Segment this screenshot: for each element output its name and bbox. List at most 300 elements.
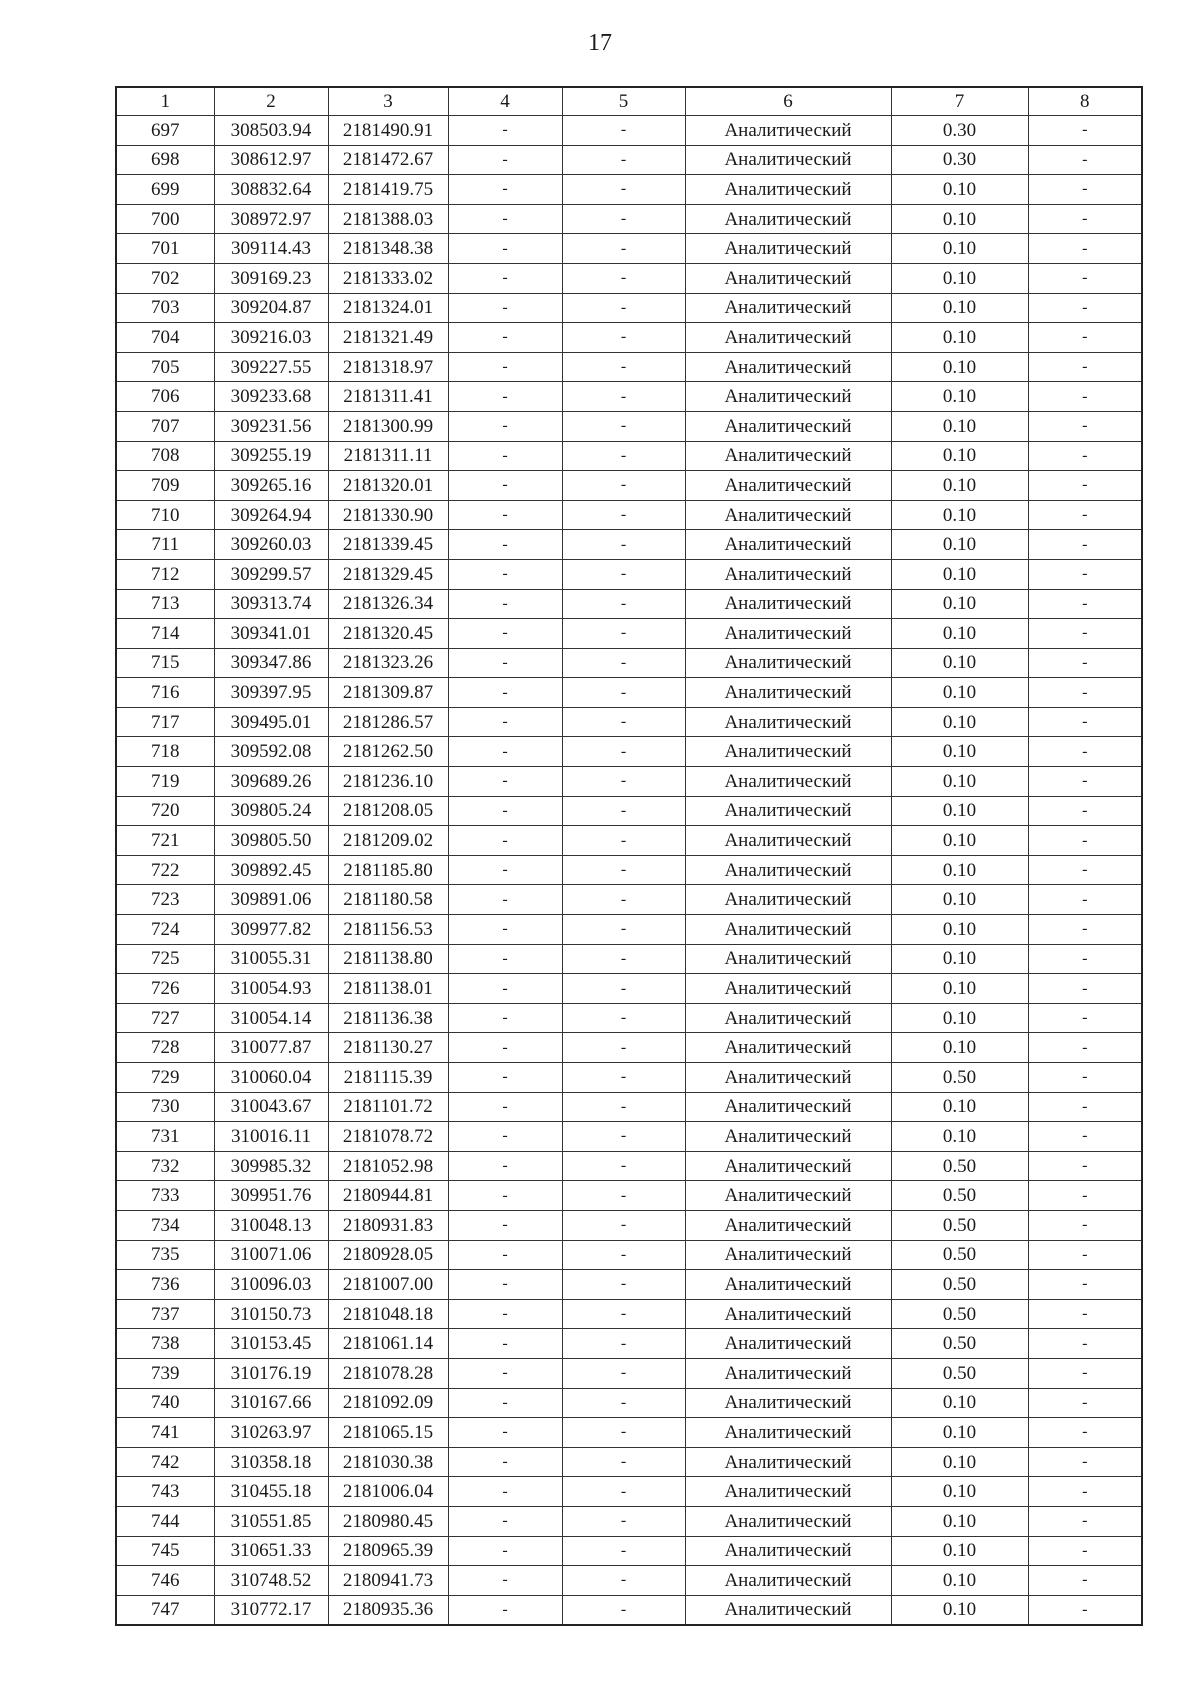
x-coordinate-cell: 308832.64 <box>214 175 328 205</box>
point-number-cell: 738 <box>116 1329 214 1359</box>
method-cell: Аналитический <box>685 915 891 945</box>
method-cell: Аналитический <box>685 530 891 560</box>
point-number-cell: 722 <box>116 855 214 885</box>
column-4-cell: - <box>448 352 562 382</box>
column-8-cell: - <box>1028 204 1142 234</box>
point-number-cell: 703 <box>116 293 214 323</box>
table-row <box>116 175 1142 205</box>
column-8-cell: - <box>1028 1181 1142 1211</box>
y-coordinate-cell: 2181101.72 <box>328 1092 448 1122</box>
x-coordinate-cell: 309299.57 <box>214 559 328 589</box>
method-cell: Аналитический <box>685 826 891 856</box>
accuracy-cell: 0.10 <box>891 1447 1028 1477</box>
table-row <box>116 234 1142 264</box>
point-number-cell: 724 <box>116 915 214 945</box>
accuracy-cell: 0.10 <box>891 175 1028 205</box>
y-coordinate-cell: 2181329.45 <box>328 559 448 589</box>
column-4-cell: - <box>448 1151 562 1181</box>
table-row <box>116 1033 1142 1063</box>
x-coordinate-cell: 309114.43 <box>214 234 328 264</box>
method-cell: Аналитический <box>685 263 891 293</box>
point-number-cell: 744 <box>116 1506 214 1536</box>
column-4-cell: - <box>448 944 562 974</box>
column-8-cell: - <box>1028 293 1142 323</box>
accuracy-cell: 0.10 <box>891 1566 1028 1596</box>
column-5-cell: - <box>562 1240 685 1270</box>
x-coordinate-cell: 309227.55 <box>214 352 328 382</box>
accuracy-cell: 0.10 <box>891 826 1028 856</box>
accuracy-cell: 0.50 <box>891 1358 1028 1388</box>
x-coordinate-cell: 310060.04 <box>214 1063 328 1093</box>
method-cell: Аналитический <box>685 619 891 649</box>
y-coordinate-cell: 2180980.45 <box>328 1506 448 1536</box>
column-header-6: 6 <box>685 87 891 116</box>
method-cell: Аналитический <box>685 1358 891 1388</box>
accuracy-cell: 0.10 <box>891 382 1028 412</box>
method-cell: Аналитический <box>685 1122 891 1152</box>
y-coordinate-cell: 2181092.09 <box>328 1388 448 1418</box>
column-5-cell: - <box>562 145 685 175</box>
accuracy-cell: 0.30 <box>891 145 1028 175</box>
x-coordinate-cell: 309592.08 <box>214 737 328 767</box>
y-coordinate-cell: 2181262.50 <box>328 737 448 767</box>
x-coordinate-cell: 309264.94 <box>214 500 328 530</box>
column-5-cell: - <box>562 116 685 146</box>
y-coordinate-cell: 2181339.45 <box>328 530 448 560</box>
x-coordinate-cell: 308612.97 <box>214 145 328 175</box>
column-8-cell: - <box>1028 589 1142 619</box>
accuracy-cell: 0.10 <box>891 441 1028 471</box>
column-8-cell: - <box>1028 1092 1142 1122</box>
table-row <box>116 1210 1142 1240</box>
column-header-2: 2 <box>214 87 328 116</box>
y-coordinate-cell: 2181318.97 <box>328 352 448 382</box>
table-row <box>116 737 1142 767</box>
table-row <box>116 1418 1142 1448</box>
column-4-cell: - <box>448 589 562 619</box>
accuracy-cell: 0.10 <box>891 411 1028 441</box>
table-row <box>116 145 1142 175</box>
y-coordinate-cell: 2181388.03 <box>328 204 448 234</box>
accuracy-cell: 0.10 <box>891 767 1028 797</box>
y-coordinate-cell: 2181236.10 <box>328 767 448 797</box>
column-4-cell: - <box>448 855 562 885</box>
table-row <box>116 1388 1142 1418</box>
method-cell: Аналитический <box>685 1566 891 1596</box>
method-cell: Аналитический <box>685 1063 891 1093</box>
point-number-cell: 734 <box>116 1210 214 1240</box>
accuracy-cell: 0.30 <box>891 116 1028 146</box>
y-coordinate-cell: 2181130.27 <box>328 1033 448 1063</box>
column-8-cell: - <box>1028 1240 1142 1270</box>
point-number-cell: 706 <box>116 382 214 412</box>
table-row <box>116 559 1142 589</box>
point-number-cell: 737 <box>116 1299 214 1329</box>
point-number-cell: 740 <box>116 1388 214 1418</box>
point-number-cell: 710 <box>116 500 214 530</box>
x-coordinate-cell: 310748.52 <box>214 1566 328 1596</box>
table-row <box>116 885 1142 915</box>
column-header-3: 3 <box>328 87 448 116</box>
x-coordinate-cell: 310263.97 <box>214 1418 328 1448</box>
method-cell: Аналитический <box>685 885 891 915</box>
point-number-cell: 700 <box>116 204 214 234</box>
point-number-cell: 739 <box>116 1358 214 1388</box>
table-row <box>116 352 1142 382</box>
column-8-cell: - <box>1028 1358 1142 1388</box>
table-row <box>116 382 1142 412</box>
accuracy-cell: 0.10 <box>891 1477 1028 1507</box>
x-coordinate-cell: 310071.06 <box>214 1240 328 1270</box>
y-coordinate-cell: 2180944.81 <box>328 1181 448 1211</box>
point-number-cell: 709 <box>116 471 214 501</box>
y-coordinate-cell: 2181078.72 <box>328 1122 448 1152</box>
column-8-cell: - <box>1028 678 1142 708</box>
accuracy-cell: 0.50 <box>891 1210 1028 1240</box>
accuracy-cell: 0.10 <box>891 974 1028 1004</box>
y-coordinate-cell: 2181185.80 <box>328 855 448 885</box>
column-4-cell: - <box>448 1388 562 1418</box>
point-number-cell: 701 <box>116 234 214 264</box>
accuracy-cell: 0.10 <box>891 1388 1028 1418</box>
column-5-cell: - <box>562 1092 685 1122</box>
method-cell: Аналитический <box>685 293 891 323</box>
column-5-cell: - <box>562 1270 685 1300</box>
column-4-cell: - <box>448 707 562 737</box>
column-5-cell: - <box>562 1063 685 1093</box>
accuracy-cell: 0.50 <box>891 1063 1028 1093</box>
column-8-cell: - <box>1028 411 1142 441</box>
x-coordinate-cell: 308972.97 <box>214 204 328 234</box>
table-row <box>116 323 1142 353</box>
column-8-cell: - <box>1028 1566 1142 1596</box>
point-number-cell: 741 <box>116 1418 214 1448</box>
accuracy-cell: 0.10 <box>891 678 1028 708</box>
column-5-cell: - <box>562 1447 685 1477</box>
column-5-cell: - <box>562 974 685 1004</box>
accuracy-cell: 0.50 <box>891 1181 1028 1211</box>
x-coordinate-cell: 309231.56 <box>214 411 328 441</box>
x-coordinate-cell: 309891.06 <box>214 885 328 915</box>
accuracy-cell: 0.10 <box>891 648 1028 678</box>
y-coordinate-cell: 2181138.80 <box>328 944 448 974</box>
table-row <box>116 619 1142 649</box>
table-row <box>116 1447 1142 1477</box>
accuracy-cell: 0.50 <box>891 1151 1028 1181</box>
column-5-cell: - <box>562 441 685 471</box>
accuracy-cell: 0.10 <box>891 1536 1028 1566</box>
method-cell: Аналитический <box>685 323 891 353</box>
accuracy-cell: 0.10 <box>891 915 1028 945</box>
y-coordinate-cell: 2181311.11 <box>328 441 448 471</box>
accuracy-cell: 0.10 <box>891 1033 1028 1063</box>
point-number-cell: 711 <box>116 530 214 560</box>
method-cell: Аналитический <box>685 1506 891 1536</box>
x-coordinate-cell: 310048.13 <box>214 1210 328 1240</box>
method-cell: Аналитический <box>685 589 891 619</box>
column-4-cell: - <box>448 1240 562 1270</box>
table-row <box>116 441 1142 471</box>
table-row <box>116 1240 1142 1270</box>
column-4-cell: - <box>448 1033 562 1063</box>
table-row <box>116 1536 1142 1566</box>
column-4-cell: - <box>448 1270 562 1300</box>
method-cell: Аналитический <box>685 1299 891 1329</box>
method-cell: Аналитический <box>685 471 891 501</box>
column-8-cell: - <box>1028 1447 1142 1477</box>
x-coordinate-cell: 310176.19 <box>214 1358 328 1388</box>
x-coordinate-cell: 309892.45 <box>214 855 328 885</box>
column-4-cell: - <box>448 767 562 797</box>
point-number-cell: 718 <box>116 737 214 767</box>
x-coordinate-cell: 309169.23 <box>214 263 328 293</box>
accuracy-cell: 0.10 <box>891 559 1028 589</box>
accuracy-cell: 0.10 <box>891 204 1028 234</box>
x-coordinate-cell: 309265.16 <box>214 471 328 501</box>
column-5-cell: - <box>562 175 685 205</box>
column-4-cell: - <box>448 737 562 767</box>
column-4-cell: - <box>448 530 562 560</box>
point-number-cell: 736 <box>116 1270 214 1300</box>
column-8-cell: - <box>1028 234 1142 264</box>
column-5-cell: - <box>562 1388 685 1418</box>
x-coordinate-cell: 309985.32 <box>214 1151 328 1181</box>
column-5-cell: - <box>562 678 685 708</box>
column-header-7: 7 <box>891 87 1028 116</box>
column-4-cell: - <box>448 1447 562 1477</box>
column-5-cell: - <box>562 648 685 678</box>
table-row <box>116 1329 1142 1359</box>
column-8-cell: - <box>1028 1270 1142 1300</box>
table-row <box>116 826 1142 856</box>
y-coordinate-cell: 2180935.36 <box>328 1595 448 1625</box>
column-5-cell: - <box>562 530 685 560</box>
table-row <box>116 1181 1142 1211</box>
column-4-cell: - <box>448 1329 562 1359</box>
column-5-cell: - <box>562 1358 685 1388</box>
column-8-cell: - <box>1028 1418 1142 1448</box>
y-coordinate-cell: 2181300.99 <box>328 411 448 441</box>
table-row <box>116 1566 1142 1596</box>
accuracy-cell: 0.10 <box>891 619 1028 649</box>
method-cell: Аналитический <box>685 1092 891 1122</box>
y-coordinate-cell: 2181309.87 <box>328 678 448 708</box>
column-5-cell: - <box>562 411 685 441</box>
column-8-cell: - <box>1028 1151 1142 1181</box>
x-coordinate-cell: 310167.66 <box>214 1388 328 1418</box>
table-row <box>116 1063 1142 1093</box>
table-row <box>116 471 1142 501</box>
table-row <box>116 678 1142 708</box>
column-5-cell: - <box>562 944 685 974</box>
x-coordinate-cell: 309495.01 <box>214 707 328 737</box>
method-cell: Аналитический <box>685 944 891 974</box>
method-cell: Аналитический <box>685 352 891 382</box>
column-8-cell: - <box>1028 885 1142 915</box>
table-row <box>116 1299 1142 1329</box>
point-number-cell: 746 <box>116 1566 214 1596</box>
column-4-cell: - <box>448 1181 562 1211</box>
method-cell: Аналитический <box>685 204 891 234</box>
column-4-cell: - <box>448 619 562 649</box>
column-4-cell: - <box>448 204 562 234</box>
y-coordinate-cell: 2181136.38 <box>328 1003 448 1033</box>
accuracy-cell: 0.10 <box>891 1122 1028 1152</box>
y-coordinate-cell: 2181419.75 <box>328 175 448 205</box>
point-number-cell: 712 <box>116 559 214 589</box>
table-row <box>116 589 1142 619</box>
y-coordinate-cell: 2180931.83 <box>328 1210 448 1240</box>
column-5-cell: - <box>562 323 685 353</box>
column-5-cell: - <box>562 1122 685 1152</box>
method-cell: Аналитический <box>685 974 891 1004</box>
method-cell: Аналитический <box>685 1033 891 1063</box>
column-5-cell: - <box>562 1033 685 1063</box>
point-number-cell: 723 <box>116 885 214 915</box>
column-5-cell: - <box>562 471 685 501</box>
column-5-cell: - <box>562 767 685 797</box>
column-5-cell: - <box>562 707 685 737</box>
point-number-cell: 747 <box>116 1595 214 1625</box>
point-number-cell: 704 <box>116 323 214 353</box>
method-cell: Аналитический <box>685 767 891 797</box>
point-number-cell: 699 <box>116 175 214 205</box>
point-number-cell: 697 <box>116 116 214 146</box>
column-header-4: 4 <box>448 87 562 116</box>
column-5-cell: - <box>562 1477 685 1507</box>
column-header-8: 8 <box>1028 87 1142 116</box>
point-number-cell: 698 <box>116 145 214 175</box>
accuracy-cell: 0.10 <box>891 471 1028 501</box>
x-coordinate-cell: 309805.50 <box>214 826 328 856</box>
x-coordinate-cell: 310455.18 <box>214 1477 328 1507</box>
point-number-cell: 714 <box>116 619 214 649</box>
column-4-cell: - <box>448 974 562 1004</box>
method-cell: Аналитический <box>685 559 891 589</box>
column-8-cell: - <box>1028 471 1142 501</box>
column-5-cell: - <box>562 352 685 382</box>
x-coordinate-cell: 310054.14 <box>214 1003 328 1033</box>
column-8-cell: - <box>1028 796 1142 826</box>
x-coordinate-cell: 310016.11 <box>214 1122 328 1152</box>
column-4-cell: - <box>448 1477 562 1507</box>
table-row <box>116 1122 1142 1152</box>
column-4-cell: - <box>448 1092 562 1122</box>
column-8-cell: - <box>1028 1122 1142 1152</box>
page-number: 17 <box>588 30 612 56</box>
table-row <box>116 1477 1142 1507</box>
column-5-cell: - <box>562 559 685 589</box>
column-5-cell: - <box>562 263 685 293</box>
table-row <box>116 500 1142 530</box>
column-4-cell: - <box>448 648 562 678</box>
column-8-cell: - <box>1028 382 1142 412</box>
x-coordinate-cell: 310043.67 <box>214 1092 328 1122</box>
column-8-cell: - <box>1028 263 1142 293</box>
table-row <box>116 263 1142 293</box>
column-4-cell: - <box>448 441 562 471</box>
table-row <box>116 1151 1142 1181</box>
y-coordinate-cell: 2181311.41 <box>328 382 448 412</box>
y-coordinate-cell: 2181138.01 <box>328 974 448 1004</box>
y-coordinate-cell: 2181490.91 <box>328 116 448 146</box>
accuracy-cell: 0.10 <box>891 352 1028 382</box>
column-8-cell: - <box>1028 915 1142 945</box>
point-number-cell: 727 <box>116 1003 214 1033</box>
column-4-cell: - <box>448 323 562 353</box>
method-cell: Аналитический <box>685 796 891 826</box>
method-cell: Аналитический <box>685 1595 891 1625</box>
method-cell: Аналитический <box>685 411 891 441</box>
x-coordinate-cell: 309260.03 <box>214 530 328 560</box>
column-4-cell: - <box>448 382 562 412</box>
y-coordinate-cell: 2181007.00 <box>328 1270 448 1300</box>
table-row <box>116 1358 1142 1388</box>
method-cell: Аналитический <box>685 1151 891 1181</box>
point-number-cell: 735 <box>116 1240 214 1270</box>
y-coordinate-cell: 2181209.02 <box>328 826 448 856</box>
column-5-cell: - <box>562 204 685 234</box>
column-4-cell: - <box>448 885 562 915</box>
method-cell: Аналитический <box>685 234 891 264</box>
x-coordinate-cell: 309313.74 <box>214 589 328 619</box>
column-4-cell: - <box>448 1299 562 1329</box>
x-coordinate-cell: 310055.31 <box>214 944 328 974</box>
y-coordinate-cell: 2180928.05 <box>328 1240 448 1270</box>
column-8-cell: - <box>1028 441 1142 471</box>
column-8-cell: - <box>1028 855 1142 885</box>
accuracy-cell: 0.10 <box>891 263 1028 293</box>
accuracy-cell: 0.10 <box>891 1595 1028 1625</box>
column-5-cell: - <box>562 1329 685 1359</box>
method-cell: Аналитический <box>685 1447 891 1477</box>
column-8-cell: - <box>1028 500 1142 530</box>
x-coordinate-cell: 309689.26 <box>214 767 328 797</box>
method-cell: Аналитический <box>685 678 891 708</box>
accuracy-cell: 0.10 <box>891 1003 1028 1033</box>
table-row <box>116 530 1142 560</box>
y-coordinate-cell: 2181320.01 <box>328 471 448 501</box>
table-row <box>116 855 1142 885</box>
method-cell: Аналитический <box>685 382 891 412</box>
method-cell: Аналитический <box>685 707 891 737</box>
column-5-cell: - <box>562 1536 685 1566</box>
column-8-cell: - <box>1028 974 1142 1004</box>
method-cell: Аналитический <box>685 1388 891 1418</box>
column-8-cell: - <box>1028 826 1142 856</box>
y-coordinate-cell: 2181048.18 <box>328 1299 448 1329</box>
method-cell: Аналитический <box>685 1418 891 1448</box>
table-row <box>116 1595 1142 1625</box>
x-coordinate-cell: 310077.87 <box>214 1033 328 1063</box>
accuracy-cell: 0.10 <box>891 944 1028 974</box>
column-5-cell: - <box>562 1181 685 1211</box>
x-coordinate-cell: 309977.82 <box>214 915 328 945</box>
column-4-cell: - <box>448 1506 562 1536</box>
column-8-cell: - <box>1028 767 1142 797</box>
x-coordinate-cell: 308503.94 <box>214 116 328 146</box>
table-row <box>116 796 1142 826</box>
x-coordinate-cell: 310651.33 <box>214 1536 328 1566</box>
y-coordinate-cell: 2181320.45 <box>328 619 448 649</box>
x-coordinate-cell: 309341.01 <box>214 619 328 649</box>
column-8-cell: - <box>1028 737 1142 767</box>
table-body <box>116 116 1142 1626</box>
x-coordinate-cell: 310358.18 <box>214 1447 328 1477</box>
column-4-cell: - <box>448 500 562 530</box>
column-4-cell: - <box>448 293 562 323</box>
point-number-cell: 707 <box>116 411 214 441</box>
